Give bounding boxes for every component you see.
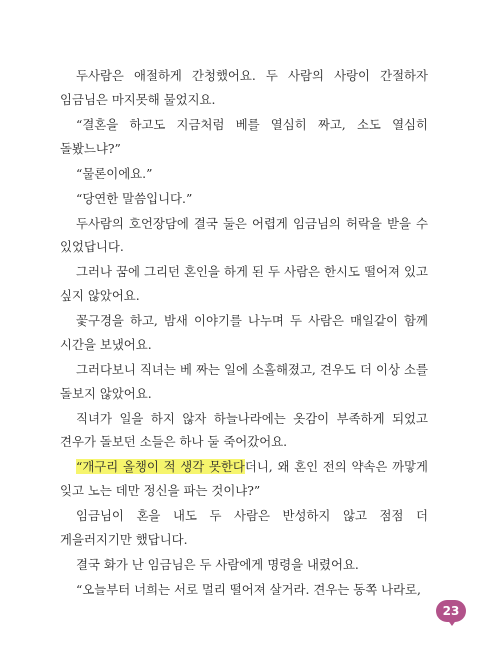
paragraph: 꽃구경을 하고, 밤새 이야기를 나누며 두 사람은 매일같이 함께 시간을 보냈어요. [60,313,428,352]
story-text [60,64,428,603]
paragraph: 두사람의 호언장담에 결국 둘은 어렵게 임금님의 허락을 받을 수 있었답니다. [60,215,428,255]
highlighted-text: “개구리 올챙이 적 생각 못한다 [76,459,245,475]
paragraph: “물론이에요.” [76,165,153,181]
paragraph: 직녀가 일을 하지 않자 하늘나라에는 옷감이 부족하게 되었고 견우가 돌보던 소들은 하나 둘 죽어갔어요. [60,410,428,450]
paragraph: “당연한 말씀입니다.” [76,190,193,206]
paragraph: 두사람은 애절하게 간청했어요. 두 사람의 사랑이 간절하자 임금님은 마지못해 물었지요. [60,68,428,107]
paragraph: 그러다보니 직녀는 베 짜는 일에 소홀해졌고, 견우도 더 이상 소를 돌보지 않았어요. [60,361,428,401]
paragraph: 그러나 꿈에 그리던 혼인을 하게 된 두 사람은 한시도 떨어져 있고 싶지 않았어요. [60,264,428,304]
paragraph: “오늘부터 너희는 서로 멀리 떨어져 살거라. 견우는 동쪽 나라로, [76,581,421,597]
paragraph-rest: 더니, 왜 혼인 전의 약속은 까맣게 잊고 노는 데만 정신을 파는 것이냐?” [60,459,428,499]
page-number-badge-tail [447,619,457,626]
paragraph: 결국 화가 난 임금님은 두 사람에게 명령을 내렸어요. [76,557,359,572]
paragraph: “결혼을 하고도 지금처럼 베를 열심히 짜고, 소도 열심히 돌봤느냐?” [60,116,428,156]
page-number-badge: 23 [436,600,466,622]
highlighted-paragraph [60,455,428,503]
paragraph: 임금님이 혼을 내도 두 사람은 반성하지 않고 점점 더 게을러지기만 했답니다. [60,508,428,548]
